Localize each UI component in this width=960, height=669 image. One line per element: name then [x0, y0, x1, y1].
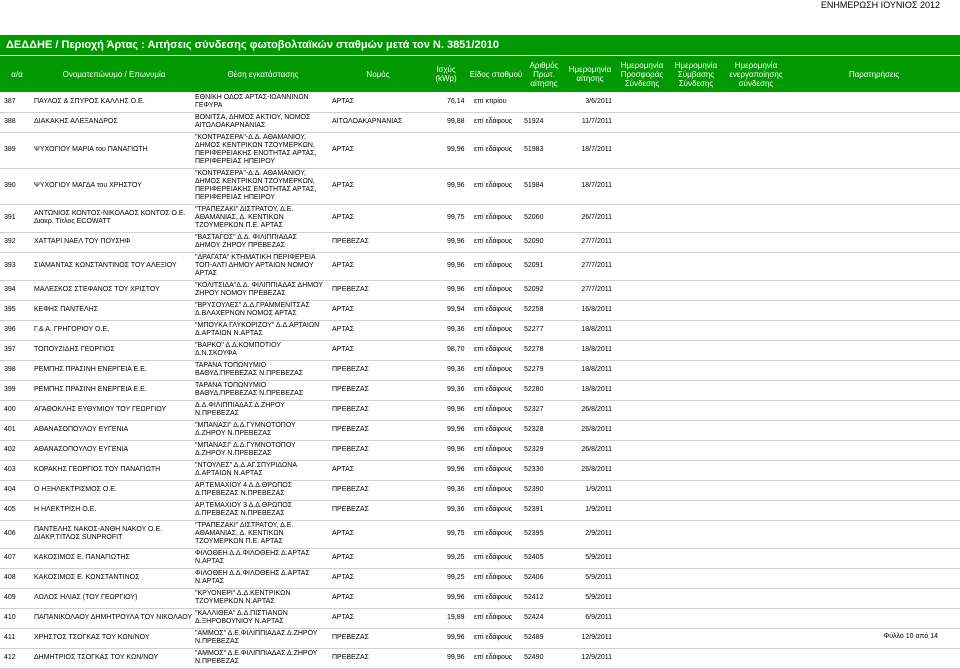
table-row — [0, 548, 960, 569]
row-aa: 406 — [4, 530, 16, 537]
row-name: ΜΑΛΕΣΚΟΣ ΣΤΕΦΑΝΟΣ ΤΟΥ ΧΡΙΣΤΟΥ — [34, 286, 160, 293]
row-request-date: 1/9/2011 — [585, 486, 612, 493]
row-name: ΧΡΗΣΤΟΣ ΤΣΟΓΚΑΣ ΤΟΥ ΚΩΝ/ΝΟΥ — [34, 634, 150, 641]
row-request-date: 12/9/2011 — [581, 654, 612, 661]
row-power: 99,96 — [447, 146, 465, 153]
row-request-number: 52391 — [524, 506, 544, 513]
row-aa: 398 — [4, 366, 16, 373]
col-header-request-number: Αριθμός Πρωτ. αίτησης — [529, 60, 559, 88]
row-request-date: 3/6/2011 — [585, 98, 612, 105]
row-request-number: 52279 — [524, 366, 544, 373]
col-header-activation-date: Ημερομηνία ενεργοποίησης σύνδεσης — [729, 60, 783, 88]
row-station-type: επί εδάφους — [474, 386, 513, 393]
row-name: ΡΕΜΠΗΣ ΠΡΑΣΙΝΗ ΕΝΕΡΓΕΙΑ Ε.Ε. — [34, 366, 147, 373]
row-location: "ΚΟΛΙΤΣΙΔΑ"Δ.Δ. ΦΙΛΙΠΠΙΑΔΑΣ ΔΗΜΟΥ ΖΗΡΟΥ ΝΟΜΟΥ ΠΡΕΒΕΖΑΣ — [195, 282, 323, 297]
col-header-contract-date: Ημερομηνία Σύμβασης Σύνδεσης — [674, 60, 718, 88]
row-power: 99,75 — [447, 214, 465, 221]
table-row — [0, 568, 960, 589]
row-nomos: ΠΡΕΒΕΖΑΣ — [332, 366, 370, 373]
row-request-number: 52277 — [524, 326, 544, 333]
row-nomos: ΑΡΤΑΣ — [332, 554, 355, 561]
row-location: ΦΙΛΟΘΕΗ Δ.Δ.ΦΙΛΟΘΕΗΣ Δ.ΑΡΤΑΣ Ν.ΑΡΤΑΣ — [195, 570, 310, 585]
row-request-number: 52395 — [524, 530, 544, 537]
row-request-date: 18/7/2011 — [581, 182, 612, 189]
row-request-number: 51924 — [524, 118, 544, 125]
row-location: "ΝΤΟΥΛΕΣ" Δ.Δ.ΑΓ.ΣΠΥΡΙΔΩΝΑ Δ.ΑΡΤΑΙΩΝ Ν.ΑΡΤΑΣ — [195, 462, 298, 477]
row-station-type: επί εδάφους — [474, 286, 513, 293]
row-name: ΠΑΝΤΕΛΗΣ ΝΑΚΟΣ-ΑΝΘΗ ΝΑΚΟΥ Ο.Ε. ΔΙΑΚΡ.ΤΙΤΛΟΣ SUNPROFIT — [34, 526, 163, 541]
table-row — [0, 648, 960, 669]
row-location: "ΚΡΥΟΝΕΡΙ" Δ.Δ.ΚΕΝΤΡΙΚΩΝ ΤΖΟΥΜΕΡΚΩΝ Ν.ΑΡΤΑΣ — [195, 590, 291, 605]
table-row — [0, 628, 960, 649]
row-aa: 400 — [4, 406, 16, 413]
row-power: 99,36 — [447, 506, 465, 513]
row-request-date: 18/7/2011 — [581, 146, 612, 153]
row-name: ΨΥΧΟΓΙΟΥ ΜΑΡΙΑ του ΠΑΝΑΓΙΩΤΗ — [34, 146, 148, 153]
row-location: ΦΙΛΟΘΕΗ Δ.Δ.ΦΙΛΟΘΕΗΣ Δ.ΑΡΤΑΣ Ν.ΑΡΤΑΣ — [195, 550, 310, 565]
row-aa: 408 — [4, 574, 16, 581]
row-nomos: ΑΡΤΑΣ — [332, 214, 355, 221]
row-request-number: 52092 — [524, 286, 544, 293]
row-nomos: ΠΡΕΒΕΖΑΣ — [332, 426, 370, 433]
col-header-name: Ονοματεπώνυμο / Επωνυμία — [62, 69, 166, 79]
row-nomos: ΠΡΕΒΕΖΑΣ — [332, 446, 370, 453]
row-location: "ΑΜΜΟΣ" Δ.Ε.ΦΙΛΙΠΠΙΑΔΑΣ Δ.ΖΗΡΟΥ Ν.ΠΡΕΒΕΖΑΣ — [195, 630, 318, 645]
table-row — [0, 300, 960, 321]
col-header-nomos: Νομός — [366, 69, 390, 79]
row-request-date: 5/9/2011 — [585, 574, 612, 581]
row-nomos: ΠΡΕΒΕΖΑΣ — [332, 286, 370, 293]
table-row — [0, 420, 960, 441]
row-station-type: επί εδάφους — [474, 614, 513, 621]
row-request-date: 16/8/2011 — [581, 306, 612, 313]
row-aa: 409 — [4, 594, 16, 601]
row-station-type: επί εδάφους — [474, 262, 513, 269]
row-request-number: 52278 — [524, 346, 544, 353]
update-header: ΕΝΗΜΕΡΩΣΗ ΙΟΥΝΙΟΣ 2012 — [820, 0, 940, 10]
row-nomos: ΠΡΕΒΕΖΑΣ — [332, 506, 370, 513]
row-location: "ΚΑΛΛΙΘΕΑ" Δ.Δ.ΠΙΣΤΙΑΝΩΝ Δ.ΞΗΡΟΒΟΥΝΙΟΥ Ν.ΑΡΤΑΣ — [195, 610, 288, 625]
row-power: 99,96 — [447, 262, 465, 269]
row-power: 99,96 — [447, 594, 465, 601]
row-station-type: επί εδάφους — [474, 446, 513, 453]
row-request-number: 52405 — [524, 554, 544, 561]
row-location: ΤΑΡΑΝΑ ΤΟΠΩΝΥΜΙΟ ΒΑΘΥΔ.ΠΡΕΒΕΖΑΣ Ν.ΠΡΕΒΕΖΑΣ — [195, 382, 304, 397]
row-location: ΒΟΝΙΤΣΑ, ΔΗΜΟΣ ΑΚΤΙΟΥ, ΝΟΜΟΣ ΑΙΤΩΛΟΑΚΑΡΝΑΝΙΑΣ — [195, 114, 311, 129]
row-power: 19,89 — [447, 614, 465, 621]
row-station-type: επί εδάφους — [474, 574, 513, 581]
row-name: ΤΟΠΟΥΖΙΔΗΣ ΓΕΩΡΓΙΟΣ — [34, 346, 115, 353]
row-power: 99,96 — [447, 286, 465, 293]
row-nomos: ΑΡΤΑΣ — [332, 346, 355, 353]
row-name: ΠΑΥΛΟΣ & ΣΠΥΡΟΣ ΚΑΛΛΗΣ Ο.Ε. — [34, 98, 145, 105]
row-nomos: ΑΡΤΑΣ — [332, 262, 355, 269]
row-nomos: ΑΡΤΑΣ — [332, 146, 355, 153]
row-nomos: ΠΡΕΒΕΖΑΣ — [332, 486, 370, 493]
row-station-type: επί εδάφους — [474, 554, 513, 561]
row-location: Δ.Δ.ΦΙΛΙΠΠΙΑΔΑΣ Δ.ΖΗΡΟΥ Ν.ΠΡΕΒΕΖΑΣ — [195, 402, 285, 417]
row-station-type: επί εδάφους — [474, 506, 513, 513]
row-nomos: ΠΡΕΒΕΖΑΣ — [332, 634, 370, 641]
row-name: Ο ΗΞΗΛΕΚΤΡΙΣΜΟΣ Ο.Ε. — [34, 486, 117, 493]
row-request-number: 52091 — [524, 262, 544, 269]
row-request-date: 26/7/2011 — [581, 214, 612, 221]
table-row — [0, 232, 960, 253]
row-request-number: 52330 — [524, 466, 544, 473]
row-station-type: επί εδάφους — [474, 306, 513, 313]
col-header-notes: Παρατηρήσεις — [848, 69, 900, 79]
row-station-type: επί εδάφους — [474, 426, 513, 433]
row-station-type: επί κτιρίου — [474, 98, 507, 105]
row-aa: 388 — [4, 118, 16, 125]
row-request-date: 26/8/2011 — [581, 426, 612, 433]
row-request-date: 26/8/2011 — [581, 466, 612, 473]
row-name: ΑΘΑΝΑΣΟΠΟΥΛΟΥ ΕΥΓΕΝΙΑ — [34, 446, 129, 453]
table-row — [0, 132, 960, 169]
col-header-offer-date: Ημερομηνία Προσφοράς Σύνδεσης — [620, 60, 664, 88]
row-request-number: 52327 — [524, 406, 544, 413]
row-station-type: επί εδάφους — [474, 654, 513, 661]
row-power: 99,88 — [447, 118, 465, 125]
row-name: ΡΕΜΠΗΣ ΠΡΑΣΙΝΗ ΕΝΕΡΓΕΙΑ Ε.Ε. — [34, 386, 147, 393]
row-aa: 396 — [4, 326, 16, 333]
row-nomos: ΑΡΤΑΣ — [332, 326, 355, 333]
row-request-number: 52406 — [524, 574, 544, 581]
row-station-type: επί εδάφους — [474, 466, 513, 473]
row-name: ΔΗΜΗΤΡΙΟΣ ΤΣΟΓΚΑΣ ΤΟΥ ΚΩΝ/ΝΟΥ — [34, 654, 159, 661]
row-name: ΛΩΛΟΣ ΗΛΙΑΣ (ΤΟΥ ΓΕΩΡΓΙΟΥ) — [34, 594, 138, 601]
row-request-date: 1/9/2011 — [585, 506, 612, 513]
row-power: 99,36 — [447, 326, 465, 333]
row-aa: 410 — [4, 614, 16, 621]
col-header-power: Ισχύς (kWp) — [435, 65, 457, 83]
row-location: "ΒΡΥΣΟΥΛΕΣ" Δ.Δ.ΓΡΑΜΜΕΝΙΤΣΑΣ Δ.ΒΛΑΧΕΡΝΩΝ ΝΟΜΟΣ ΑΡΤΑΣ — [195, 302, 310, 317]
row-location: "ΤΡΑΠΕΖΑΚΙ" ΔΙΣΤΡΑΤΟΥ, Δ.Ε. ΑΘΑΜΑΝΙΑΣ, Δ. ΚΕΝΤΙΚΩΝ ΤΖΟΥΜΕΡΚΩΝ Π.Ε. ΑΡΤΑΣ — [195, 206, 294, 229]
row-location: "ΚΟΝΤΡΑΣΕΡΑ"-Δ.Δ. ΑΘΑΜΑΝΙΟΥ, ΔΗΜΟΣ ΚΕΝΤΡΙΚΩΝ ΤΖΟΥΜΕΡΚΩΝ, ΠΕΡΙΦΕΡΕΙΑΚΗΣ ΕΝΟΤΗΤΑΣ ΑΡΤΑΣ, ΠΕΡΙΦΕΡΕΙΑΣ ΗΠΕΙΡΟΥ — [195, 134, 317, 165]
row-request-date: 18/8/2011 — [581, 386, 612, 393]
row-request-date: 11/7/2011 — [581, 118, 612, 125]
row-station-type: επί εδάφους — [474, 486, 513, 493]
row-power: 99,96 — [447, 182, 465, 189]
row-location: "ΜΠΑΝΑΣΙ" Δ.Δ.ΓΥΜΝΟΤΟΠΟΥ Δ.ΖΗΡΟΥ Ν.ΠΡΕΒΕΖΑΣ — [195, 422, 296, 437]
row-request-date: 27/7/2011 — [581, 262, 612, 269]
row-station-type: επί εδάφους — [474, 366, 513, 373]
row-power: 98,70 — [447, 346, 465, 353]
row-power: 99,96 — [447, 654, 465, 661]
row-nomos: ΠΡΕΒΕΖΑΣ — [332, 406, 370, 413]
row-nomos: ΑΙΤΩΛΟΑΚΑΡΝΑΝΙΑΣ — [332, 118, 403, 125]
row-station-type: επί εδάφους — [474, 634, 513, 641]
row-name: ΠΑΠΑΝΙΚΟΛΑΟΥ ΔΗΜΗΤΡΟΥΛΑ ΤΟΥ ΝΙΚΟΛΑΟΥ — [34, 614, 193, 621]
table-row — [0, 252, 960, 281]
row-nomos: ΑΡΤΑΣ — [332, 306, 355, 313]
row-location: "ΚΟΝΤΡΑΣΕΡΑ"-Δ.Δ. ΑΘΑΜΑΝΙΟΥ, ΔΗΜΟΣ ΚΕΝΤΡΙΚΩΝ ΤΖΟΥΜΕΡΚΩΝ, ΠΕΡΙΦΕΡΕΙΑΚΗΣ ΕΝΟΤΗΤΑΣ ΑΡΤΑΣ, ΠΕΡΙΦΕΡΕΙΑΣ ΗΠΕΙΡΟΥ — [195, 170, 317, 201]
table-row — [0, 500, 960, 521]
row-power: 99,94 — [447, 306, 465, 313]
row-request-number: 52280 — [524, 386, 544, 393]
row-nomos: ΠΡΕΒΕΖΑΣ — [332, 386, 370, 393]
row-station-type: επί εδάφους — [474, 118, 513, 125]
row-name: ΚΑΚΟΣΙΜΟΣ Ε. ΠΑΝΑΓΙΩΤΗΣ — [34, 554, 130, 561]
row-location: ΤΑΡΑΝΑ ΤΟΠΩΝΥΜΙΟ ΒΑΘΥΔ.ΠΡΕΒΕΖΑΣ Ν.ΠΡΕΒΕΖΑΣ — [195, 362, 304, 377]
row-power: 99,96 — [447, 446, 465, 453]
row-request-number: 52329 — [524, 446, 544, 453]
row-location: "ΜΠΑΝΑΣΙ" Δ.Δ.ΓΥΜΝΟΤΟΠΟΥ Δ.ΖΗΡΟΥ Ν.ΠΡΕΒΕΖΑΣ — [195, 442, 296, 457]
row-power: 99,96 — [447, 426, 465, 433]
row-station-type: επί εδάφους — [474, 530, 513, 537]
row-station-type: επί εδάφους — [474, 594, 513, 601]
col-header-request-date: Ημερομηνία αίτησης — [568, 65, 612, 83]
row-power: 99,25 — [447, 554, 465, 561]
row-request-number — [524, 92, 564, 112]
row-name: ΑΝΤΩΝΙΟΣ ΚΟΝΤΟΣ-ΝΙΚΟΛΑΟΣ ΚΟΝΤΟΣ Ο.Ε. Διακρ. Τίτλος ECOWATT — [34, 210, 186, 225]
table-row — [0, 400, 960, 421]
row-request-number: 52489 — [524, 634, 544, 641]
row-aa: 387 — [4, 98, 16, 105]
row-aa: 402 — [4, 446, 16, 453]
col-header-station-type: Είδος σταθμού — [469, 69, 523, 79]
row-aa: 393 — [4, 262, 16, 269]
row-nomos: ΑΡΤΑΣ — [332, 530, 355, 537]
row-name: ΨΥΧΟΓΙΟΥ ΜΑΓΔΑ του ΧΡΗΣΤΟΥ — [34, 182, 142, 189]
row-request-number: 52412 — [524, 594, 544, 601]
row-name: Γ.& Α. ΓΡΗΓΟΡΙΟΥ Ο.Ε, — [34, 326, 110, 333]
row-power: 99,96 — [447, 634, 465, 641]
row-power: 99,96 — [447, 238, 465, 245]
table-row — [0, 280, 960, 301]
page-footer: Φύλλο 10 από 14 — [883, 633, 938, 640]
row-location: "ΒΑΡΚΟ" Δ.Δ.ΚΟΜΠΟΤΙΟΥ Δ.Ν.ΣΚΟΥΦΑ — [195, 342, 282, 357]
row-station-type: επί εδάφους — [474, 146, 513, 153]
col-header-location: Θέση εγκατάστασης — [227, 69, 299, 79]
row-location: "ΒΑΣΤΑΓΟΣ" Δ.Δ. ΦΙΛΙΠΠΙΑΔΑΣ ΔΗΜΟΥ ΖΗΡΟΥ ΠΡΕΒΕΖΑΣ — [195, 234, 297, 249]
row-request-number: 52490 — [524, 654, 544, 661]
row-station-type: επί εδάφους — [474, 182, 513, 189]
table-row — [0, 520, 960, 549]
row-aa: 401 — [4, 426, 16, 433]
row-request-date: 5/9/2011 — [585, 594, 612, 601]
table-row — [0, 440, 960, 461]
row-name: ΧΑΤΤΑΡΙ ΝΑΕΛ ΤΟΥ ΠΟΥΣΗΦ — [34, 238, 131, 245]
row-request-number: 52390 — [524, 486, 544, 493]
row-station-type: επί εδάφους — [474, 214, 513, 221]
row-request-date: 6/9/2011 — [585, 614, 612, 621]
row-aa: 390 — [4, 182, 16, 189]
row-name: ΑΓΑΘΟΚΛΗΣ ΕΥΘΥΜΙΟΥ ΤΟΥ ΓΕΩΡΓΙΟΥ — [34, 406, 167, 413]
row-aa: 392 — [4, 238, 16, 245]
row-request-date: 18/8/2011 — [581, 326, 612, 333]
row-aa: 411 — [4, 634, 16, 641]
row-nomos: ΑΡΤΑΣ — [332, 574, 355, 581]
table-row — [0, 340, 960, 361]
row-request-number: 52090 — [524, 238, 544, 245]
row-location: "ΤΡΑΠΕΖΑΚΙ" ΔΙΣΤΡΑΤΟΥ, Δ.Ε. ΑΘΑΜΑΝΙΑΣ, Δ. ΚΕΝΤΙΚΩΝ ΤΖΟΥΜΕΡΚΩΝ Π.Ε. ΑΡΤΑΣ — [195, 522, 294, 545]
row-aa: 407 — [4, 554, 16, 561]
row-power: 99,36 — [447, 486, 465, 493]
table-row — [0, 480, 960, 501]
row-station-type: επί εδάφους — [474, 326, 513, 333]
row-aa: 412 — [4, 654, 16, 661]
table-header — [0, 56, 960, 92]
table-row — [0, 608, 960, 629]
row-request-date: 5/9/2011 — [585, 554, 612, 561]
row-aa: 395 — [4, 306, 16, 313]
row-location: "ΑΜΜΟΣ" Δ.Ε.ΦΙΛΙΠΠΙΑΔΑΣ Δ.ΖΗΡΟΥ Ν.ΠΡΕΒΕΖΑΣ — [195, 650, 318, 665]
row-location: "ΔΡΑΓΑΤΑ" ΚΤΗΜΑΤΙΚΗ ΠΕΡΙΦΕΡΕΙΑ ΤΟΠ-ΑΛΤΙ ΔΗΜΟΥ ΑΡΤΑΙΩΝ ΝΟΜΟΥ ΑΡΤΑΣ — [195, 254, 316, 277]
row-location: "ΜΠΟΥΚΑ ΓΛΥΚΟΡΙΖΟΥ" Δ.Δ.ΑΡΤΑΙΩΝ Δ.ΑΡΤΑΙΩΝ Ν.ΑΡΤΑΣ — [195, 322, 320, 337]
row-aa: 391 — [4, 214, 16, 221]
row-name: ΚΟΡΑΚΗΣ ΓΕΩΡΓΙΟΣ ΤΟΥ ΠΑΝΑΓΙΩΤΗ — [34, 466, 161, 473]
table-row — [0, 588, 960, 609]
row-request-date: 12/9/2011 — [581, 634, 612, 641]
row-request-date: 26/8/2011 — [581, 446, 612, 453]
row-aa: 403 — [4, 466, 16, 473]
row-aa: 397 — [4, 346, 16, 353]
row-power: 99,96 — [447, 406, 465, 413]
table-row — [0, 360, 960, 381]
row-nomos: ΠΡΕΒΕΖΑΣ — [332, 238, 370, 245]
table-row — [0, 460, 960, 481]
row-name: Η ΗΛΕΚΤΡΙΣΗ Ο.Ε. — [34, 506, 97, 513]
row-name: ΣΙΑΜΑΝΤΑΣ ΚΩΝΣΤΑΝΤΙΝΟΣ ΤΟΥ ΑΛΕΞΙΟΥ — [34, 262, 177, 269]
row-power: 76,14 — [447, 98, 465, 105]
document-title: ΔΕΔΔΗΕ / Περιοχή Άρτας : Αιτήσεις σύνδεσης φωτοβολταϊκών σταθμών μετά τον Ν. 3851/2010 — [0, 35, 960, 55]
row-request-date: 27/7/2011 — [581, 238, 612, 245]
row-request-number: 51984 — [524, 182, 544, 189]
row-station-type: επί εδάφους — [474, 346, 513, 353]
row-nomos: ΑΡΤΑΣ — [332, 98, 355, 105]
row-aa: 389 — [4, 146, 16, 153]
row-power: 99,75 — [447, 530, 465, 537]
table-row — [0, 92, 960, 113]
row-request-date: 18/8/2011 — [581, 366, 612, 373]
row-request-number: 52258 — [524, 306, 544, 313]
row-nomos: ΠΡΕΒΕΖΑΣ — [332, 654, 370, 661]
table-row — [0, 380, 960, 401]
row-location: ΑΡ.ΤΕΜΑΧΙΟΥ 3 Δ.Δ.ΘΡΩΠΟΣ Δ.ΠΡΕΒΕΖΑΣ Ν.ΠΡΕΒΕΖΑΣ — [195, 502, 293, 517]
row-station-type: επί εδάφους — [474, 406, 513, 413]
row-request-date: 18/8/2011 — [581, 346, 612, 353]
row-name: ΑΘΑΝΑΣΟΠΟΥΛΟΥ ΕΥΓΕΝΙΑ — [34, 426, 129, 433]
row-location: ΑΡ.ΤΕΜΑΧΙΟΥ 4 Δ.Δ.ΘΡΩΠΟΣ Δ.ΠΡΕΒΕΖΑΣ Ν.ΠΡΕΒΕΖΑΣ — [195, 482, 293, 497]
row-request-date: 26/8/2011 — [581, 406, 612, 413]
row-power: 99,96 — [447, 466, 465, 473]
row-request-number: 51983 — [524, 146, 544, 153]
row-nomos: ΑΡΤΑΣ — [332, 614, 355, 621]
row-request-date: 2/9/2011 — [585, 530, 612, 537]
row-request-number: 52328 — [524, 426, 544, 433]
row-nomos: ΑΡΤΑΣ — [332, 466, 355, 473]
row-power: 99,36 — [447, 366, 465, 373]
col-header-aa: α/α — [11, 69, 23, 79]
row-nomos: ΑΡΤΑΣ — [332, 182, 355, 189]
row-station-type: επί εδάφους — [474, 238, 513, 245]
row-request-number: 52060 — [524, 214, 544, 221]
row-name: ΚΕΦΗΣ ΠΑΝΤΕΛΗΣ — [34, 306, 99, 313]
row-location: ΕΘΝΙΚΗ ΟΔΟΣ ΑΡΤΑΣ-ΙΩΑΝΝΙΝΩΝ ΓΕΦΥΡΑ — [195, 94, 309, 109]
row-power: 99,36 — [447, 386, 465, 393]
row-aa: 405 — [4, 506, 16, 513]
table-row — [0, 320, 960, 341]
row-aa: 394 — [4, 286, 16, 293]
row-aa: 399 — [4, 386, 16, 393]
row-power: 99,25 — [447, 574, 465, 581]
row-nomos: ΑΡΤΑΣ — [332, 594, 355, 601]
row-request-date: 27/7/2011 — [581, 286, 612, 293]
table-row — [0, 204, 960, 233]
row-name: ΚΑΚΟΣΙΜΟΣ Ε. ΚΩΝΣΤΑΝΤΙΝΟΣ — [34, 574, 140, 581]
table-row — [0, 112, 960, 133]
table-row — [0, 168, 960, 205]
row-name: ΔΙΑΚΑΚΗΣ ΑΛΕΞΑΝΔΡΟΣ — [34, 118, 118, 125]
row-aa: 404 — [4, 486, 16, 493]
row-request-number: 52424 — [524, 614, 544, 621]
